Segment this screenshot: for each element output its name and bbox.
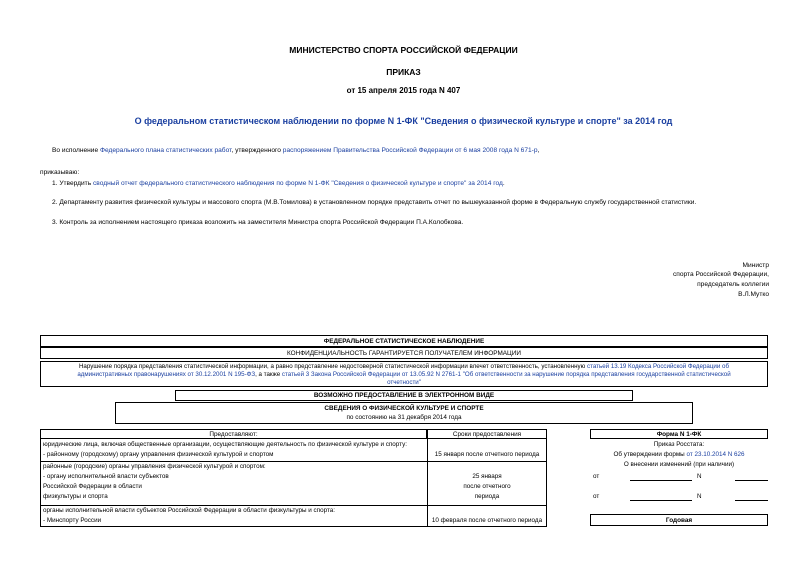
table-header-deadline bbox=[427, 429, 547, 439]
warning-line-1 bbox=[41, 363, 767, 370]
changes-n-label-2: N bbox=[697, 493, 702, 500]
item1-suffix: . bbox=[502, 180, 505, 187]
changes-number-field-1[interactable] bbox=[735, 480, 768, 481]
table-header-form bbox=[590, 429, 768, 439]
intro-paragraph bbox=[52, 147, 539, 154]
changes-date-field-1[interactable] bbox=[630, 480, 692, 481]
col3-header: Форма N 1-ФК bbox=[656, 431, 702, 438]
table-row-mid-0: 15 января после отчетного периода bbox=[434, 451, 540, 458]
confidential-box bbox=[40, 347, 768, 359]
approval-prefix: Об утверждении формы bbox=[613, 451, 687, 458]
table-row-left-0: юридические лица, включая общественные организации, осуществляющие деятельность по физической культуре и спорту: bbox=[43, 441, 408, 448]
intro-prefix: Во исполнение bbox=[52, 147, 100, 154]
warning-link-koap[interactable]: статьей 13.19 Кодекса Российской Федерации об bbox=[587, 363, 730, 370]
warning-box bbox=[40, 361, 768, 387]
approval-line bbox=[590, 451, 768, 458]
col2-header: Сроки предоставления bbox=[452, 431, 522, 438]
intro-mid: , утвержденного bbox=[231, 147, 283, 154]
changes-number-field-2[interactable] bbox=[735, 500, 768, 501]
observation-label: ФЕДЕРАЛЬНОЕ СТАТИСТИЧЕСКОЕ НАБЛЮДЕНИЕ bbox=[323, 338, 485, 345]
warning-link-law[interactable]: статьей 3 Закона Российской Федерации от 13.05.92 N 2761-1 "Об ответственности за нарушение порядка представления государственной статистической bbox=[281, 371, 731, 378]
table-row-left-1: - районному (городскому) органу управления физической культурой и спортом bbox=[43, 451, 274, 458]
table-row-mid-1: 25 января bbox=[472, 473, 502, 480]
order-word: приказываю: bbox=[40, 169, 80, 176]
table-header-who bbox=[40, 429, 427, 439]
rosstat-order-label: Приказ Росстата: bbox=[653, 441, 705, 448]
signature-line-3: председатель коллегии bbox=[697, 281, 769, 288]
order-item-1 bbox=[52, 180, 505, 187]
approval-link[interactable]: от 23.10.2014 N 626 bbox=[686, 451, 745, 458]
order-item-2: 2. Департаменту развития физической культуры и массового спорта (М.В.Томилова) в установленном порядке представить отчет по вышеуказанной форме в Федеральную службу государственной статистики. bbox=[52, 199, 697, 206]
ministry-heading: МИНИСТЕРСТВО СПОРТА РОССИЙСКОЙ ФЕДЕРАЦИИ bbox=[289, 45, 518, 55]
intro-link-plan[interactable]: Федерального плана статистических работ bbox=[99, 147, 232, 154]
order-item-3: 3. Контроль за исполнением настоящего приказа возложить на заместителя Министра спорта Российской Федерации П.А.Колобкова. bbox=[52, 219, 464, 226]
periodicity-box bbox=[590, 514, 768, 526]
warning-line-3 bbox=[41, 379, 767, 386]
item1-link[interactable]: сводный отчет федерального статистического наблюдения по форме N 1-ФК "Сведения о физической культуре и спорте" за 2014 год bbox=[92, 180, 503, 187]
warning-link-koap-2[interactable]: административных правонарушениях от 30.12.2001 N 195-ФЗ bbox=[77, 371, 256, 378]
table-row-left-2: районные (городские) органы управления физической культурой и спортом: bbox=[43, 463, 266, 470]
report-title-box bbox=[115, 402, 693, 424]
changes-label: О внесении изменений (при наличии) bbox=[623, 461, 735, 468]
signature-line-4: В.Л.Мутко bbox=[738, 291, 769, 298]
signature-line-2: спорта Российской Федерации, bbox=[672, 271, 769, 278]
warning-link-law-3[interactable]: отчетности" bbox=[387, 379, 421, 386]
doc-title[interactable]: О федеральном статистическом наблюдении по форме N 1-ФК "Сведения о физической культуре и спорте" за 2014 год bbox=[134, 116, 673, 126]
table-row-left-3: - органу исполнительной власти субъектов bbox=[43, 473, 169, 480]
changes-ot-label-1: от bbox=[593, 473, 600, 480]
item1-prefix: 1. Утвердить bbox=[52, 180, 93, 187]
doc-date-number: от 15 апреля 2015 года N 407 bbox=[346, 86, 461, 95]
intro-link-decree[interactable]: распоряжением Правительства Российской Федерации от 6 мая 2008 года N 671-р bbox=[282, 147, 538, 154]
doc-type-heading: ПРИКАЗ bbox=[386, 67, 421, 77]
report-date: по состоянию на 31 декабря 2014 года bbox=[346, 414, 462, 421]
changes-ot-label-2: от bbox=[593, 493, 600, 500]
table-row-left-4: Российской Федерации в области bbox=[43, 483, 142, 490]
confidential-label: КОНФИДЕНЦИАЛЬНОСТЬ ГАРАНТИРУЕТСЯ ПОЛУЧАТЕЛЕМ ИНФОРМАЦИИ bbox=[287, 350, 521, 357]
observation-box bbox=[40, 335, 768, 347]
table-row-mid-4: 10 февраля после отчетного периода bbox=[431, 517, 543, 524]
signature-line-1: Министр bbox=[742, 262, 769, 269]
changes-date-field-2[interactable] bbox=[630, 500, 692, 501]
report-title: СВЕДЕНИЯ О ФИЗИЧЕСКОЙ КУЛЬТУРЕ И СПОРТЕ bbox=[324, 405, 484, 412]
electronic-label: ВОЗМОЖНО ПРЕДОСТАВЛЕНИЕ В ЭЛЕКТРОННОМ ВИДЕ bbox=[313, 392, 495, 399]
electronic-box bbox=[175, 390, 633, 401]
warning-mid: , а также bbox=[255, 371, 282, 378]
table-row-mid-2: после отчетного bbox=[463, 483, 511, 490]
table-row-left-6: органы исполнительной власти субъектов Российской Федерации в области физкультуры и спорта: bbox=[43, 507, 336, 514]
table-row-divider-2 bbox=[40, 505, 547, 506]
table-row-left-5: физкультуры и спорта bbox=[43, 493, 108, 500]
intro-suffix: , bbox=[537, 147, 540, 154]
table-row-divider-1 bbox=[40, 461, 547, 462]
periodicity-label: Годовая bbox=[665, 517, 693, 524]
warning-prefix: Нарушение порядка представления статистической информации, а равно представление недостоверной статистической информации влечет ответственность, установленную bbox=[78, 363, 587, 370]
table-row-mid-3: периода bbox=[474, 493, 500, 500]
col1-header: Предоставляют: bbox=[209, 431, 258, 438]
table-row-left-7: - Минспорту России bbox=[43, 517, 102, 524]
warning-line-2 bbox=[41, 371, 767, 378]
changes-n-label-1: N bbox=[697, 473, 702, 480]
